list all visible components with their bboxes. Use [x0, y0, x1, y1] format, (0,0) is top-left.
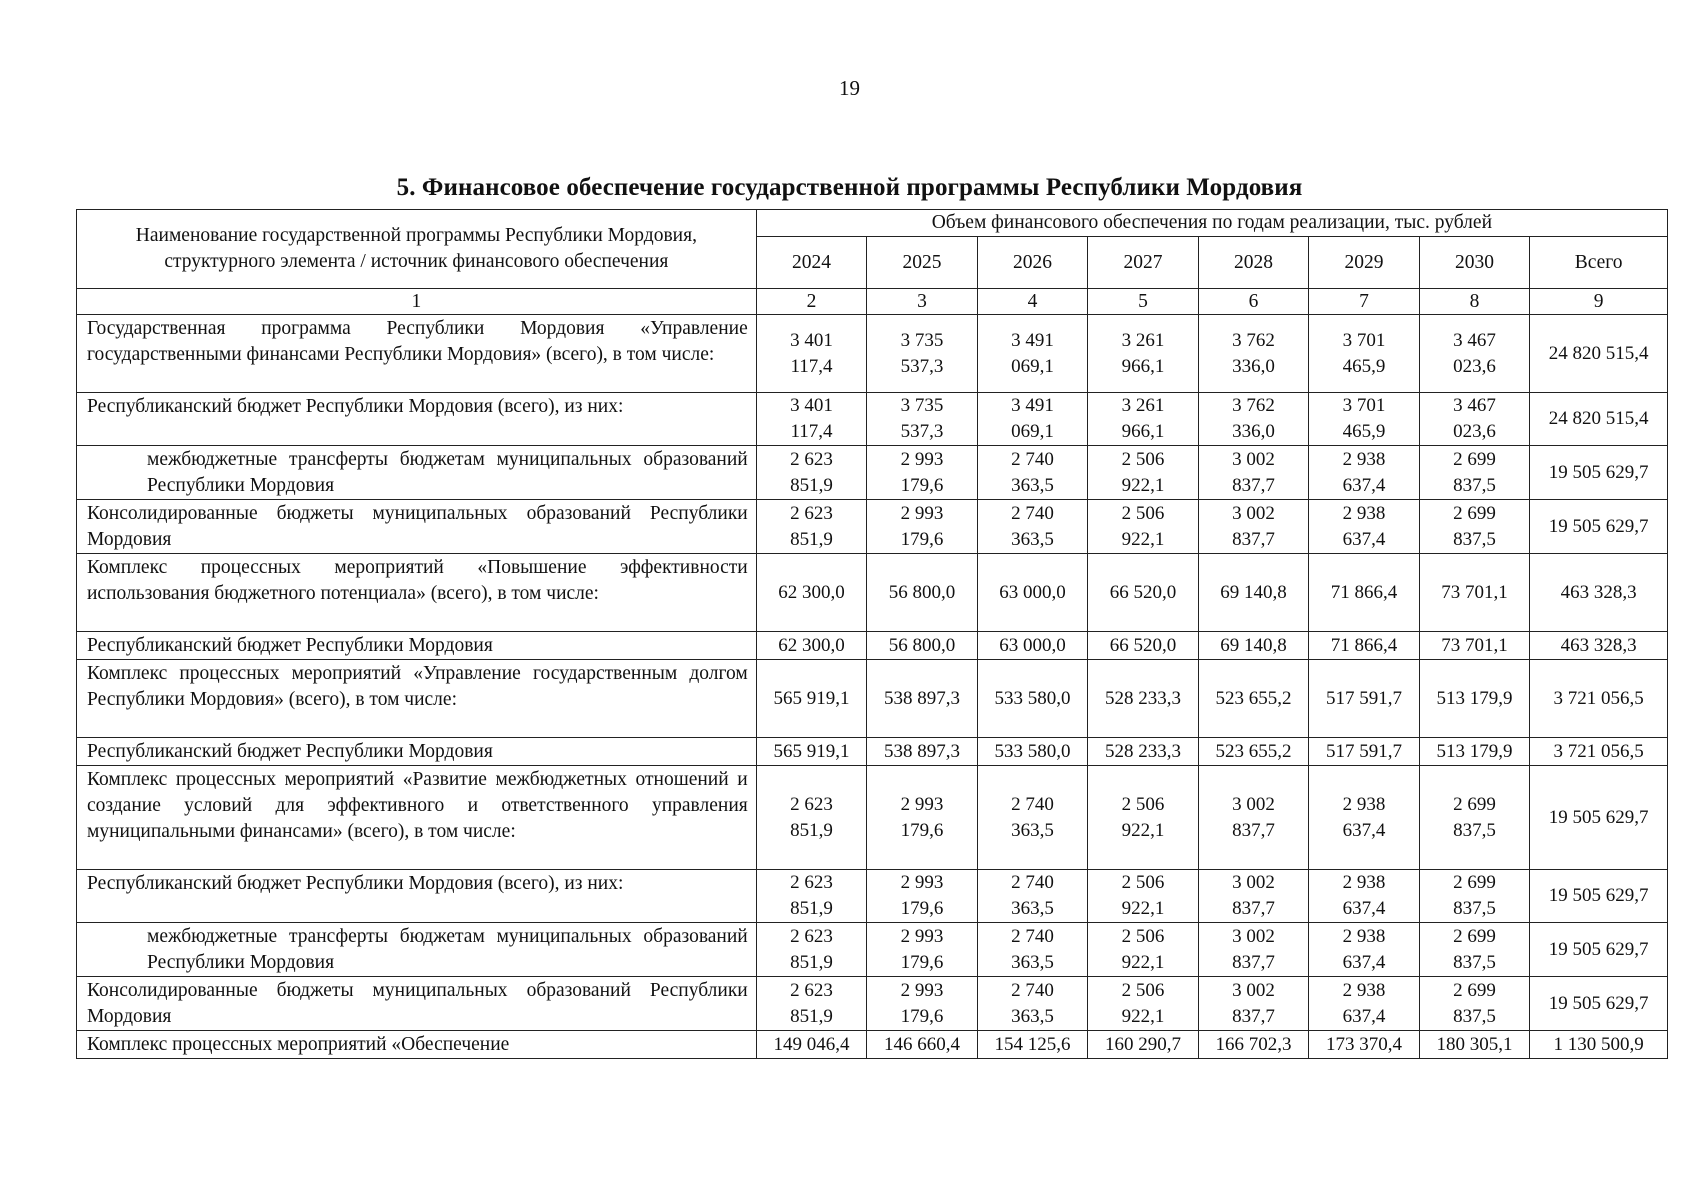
- column-number: 1: [77, 289, 757, 315]
- value-part: 2 938: [1342, 979, 1386, 1001]
- row-name: Республиканский бюджет Республики Мордовия: [77, 738, 757, 766]
- value-cell: [756, 393, 867, 446]
- value-part: 966,1: [1121, 421, 1165, 442]
- value-cell: [756, 766, 867, 870]
- value-part: 2 699: [1453, 872, 1496, 893]
- value-part: 922,1: [1121, 951, 1165, 973]
- value-part: 837,7: [1232, 528, 1275, 550]
- value-part: 3 735: [900, 329, 944, 351]
- column-number: 6: [1198, 289, 1309, 315]
- value-cell: [867, 738, 978, 766]
- value-part: 837,5: [1453, 819, 1496, 841]
- value-cell: [1309, 738, 1420, 766]
- value-part: 3 261: [1121, 395, 1165, 416]
- value-part: 66 520,0: [1109, 581, 1177, 603]
- value-part: 2 740: [1011, 925, 1054, 947]
- value-part: 3 002: [1232, 448, 1275, 470]
- value-cell: [1088, 632, 1199, 660]
- value-cell: [1198, 1031, 1309, 1059]
- value-part: 2 993: [900, 925, 944, 947]
- value-part: 837,5: [1453, 1005, 1496, 1027]
- value-part: 2 740: [1011, 793, 1054, 815]
- column-number: 8: [1419, 289, 1530, 315]
- value-part: 179,6: [900, 819, 944, 841]
- value-cell: [756, 870, 867, 923]
- value-part: 2 506: [1121, 872, 1165, 893]
- value-cell: [756, 660, 867, 738]
- row-name: Государственная программа Республики Мордовия «Управление государственными финансами Республики Мордовия» (всего), в том числе:: [77, 315, 757, 393]
- value-cell: [1419, 738, 1530, 766]
- value-part: 363,5: [1011, 1005, 1054, 1027]
- value-cell: [977, 1031, 1088, 1059]
- value-part: 837,5: [1453, 898, 1496, 919]
- value-part: 363,5: [1011, 819, 1054, 841]
- value-part: 2 506: [1121, 979, 1165, 1001]
- value-part: 2 623: [790, 793, 833, 815]
- value-part: 2 623: [790, 872, 833, 893]
- value-part: 528 233,3: [1104, 740, 1181, 762]
- financing-table: [76, 209, 1668, 1059]
- value-part: 2 938: [1342, 448, 1386, 470]
- value-part: 537,3: [900, 421, 944, 442]
- value-part: 023,6: [1453, 355, 1496, 377]
- value-part: 517 591,7: [1325, 687, 1402, 709]
- table-row: [77, 632, 1668, 660]
- total-cell: 3 721 056,5: [1530, 738, 1668, 766]
- value-part: 2 938: [1342, 793, 1386, 815]
- value-part: 2 623: [790, 925, 833, 947]
- row-name: Республиканский бюджет Республики Мордовия (всего), из них:: [77, 393, 757, 446]
- value-part: 154 125,6: [994, 1033, 1071, 1055]
- total-cell: 3 721 056,5: [1530, 660, 1668, 738]
- value-cell: [1088, 446, 1199, 500]
- value-part: 3 261: [1121, 329, 1165, 351]
- value-cell: [1419, 1031, 1530, 1059]
- value-part: 2 699: [1453, 979, 1496, 1001]
- value-part: 851,9: [790, 898, 833, 919]
- value-part: 3 002: [1232, 872, 1275, 893]
- header-year: 2029: [1309, 237, 1420, 289]
- value-part: 023,6: [1453, 421, 1496, 442]
- value-part: 637,4: [1342, 819, 1386, 841]
- value-cell: [756, 446, 867, 500]
- value-part: 2 740: [1011, 502, 1054, 524]
- column-number: 7: [1309, 289, 1420, 315]
- column-number: 2: [756, 289, 867, 315]
- value-part: 637,4: [1342, 474, 1386, 496]
- value-part: 851,9: [790, 474, 833, 496]
- value-part: 3 401: [790, 329, 833, 351]
- value-cell: [867, 977, 978, 1031]
- value-part: 117,4: [790, 421, 833, 442]
- value-part: 922,1: [1121, 819, 1165, 841]
- value-part: 2 506: [1121, 448, 1165, 470]
- value-cell: [1309, 660, 1420, 738]
- value-cell: [977, 766, 1088, 870]
- value-part: 2 623: [790, 448, 833, 470]
- value-part: 73 701,1: [1441, 634, 1508, 656]
- value-cell: [1419, 554, 1530, 632]
- value-cell: [977, 738, 1088, 766]
- header-year: 2030: [1419, 237, 1530, 289]
- table-row: [77, 766, 1668, 870]
- value-part: 179,6: [900, 1005, 944, 1027]
- value-part: 363,5: [1011, 474, 1054, 496]
- value-part: 922,1: [1121, 528, 1165, 550]
- value-cell: [1309, 393, 1420, 446]
- value-cell: [1309, 446, 1420, 500]
- column-number: 9: [1530, 289, 1668, 315]
- value-part: 179,6: [900, 528, 944, 550]
- value-part: 533 580,0: [994, 687, 1071, 709]
- table-row: [77, 393, 1668, 446]
- value-part: 465,9: [1342, 421, 1386, 442]
- value-part: 3 002: [1232, 925, 1275, 947]
- value-cell: [1088, 766, 1199, 870]
- value-part: 2 993: [900, 448, 944, 470]
- table-row: [77, 500, 1668, 554]
- value-part: 62 300,0: [778, 634, 845, 656]
- value-cell: [977, 446, 1088, 500]
- value-cell: [867, 554, 978, 632]
- total-cell: 24 820 515,4: [1530, 315, 1668, 393]
- column-number: 4: [977, 289, 1088, 315]
- value-part: 465,9: [1342, 355, 1386, 377]
- value-cell: [1198, 738, 1309, 766]
- value-part: 3 002: [1232, 502, 1275, 524]
- value-part: 2 993: [900, 979, 944, 1001]
- total-cell: 1 130 500,9: [1530, 1031, 1668, 1059]
- value-cell: [867, 870, 978, 923]
- value-cell: [867, 393, 978, 446]
- value-part: 2 699: [1453, 793, 1496, 815]
- value-cell: [1198, 870, 1309, 923]
- value-cell: [1198, 923, 1309, 977]
- header-year: 2025: [867, 237, 978, 289]
- value-part: 513 179,9: [1436, 740, 1513, 762]
- total-cell: 19 505 629,7: [1530, 923, 1668, 977]
- value-part: 922,1: [1121, 474, 1165, 496]
- value-cell: [1088, 554, 1199, 632]
- value-cell: [867, 500, 978, 554]
- value-cell: [1088, 923, 1199, 977]
- value-cell: [1309, 500, 1420, 554]
- value-part: 336,0: [1232, 421, 1275, 442]
- value-cell: [977, 554, 1088, 632]
- value-cell: [1419, 660, 1530, 738]
- header-year: 2026: [977, 237, 1088, 289]
- value-part: 523 655,2: [1215, 687, 1292, 709]
- value-cell: [756, 977, 867, 1031]
- value-part: 179,6: [900, 898, 944, 919]
- table-row: [77, 446, 1668, 500]
- total-cell: 463 328,3: [1530, 632, 1668, 660]
- value-part: 837,7: [1232, 951, 1275, 973]
- value-part: 2 623: [790, 502, 833, 524]
- value-part: 3 491: [1011, 395, 1054, 416]
- value-part: 851,9: [790, 528, 833, 550]
- value-part: 63 000,0: [999, 634, 1066, 656]
- value-part: 851,9: [790, 951, 833, 973]
- value-part: 117,4: [790, 355, 833, 377]
- value-cell: [867, 446, 978, 500]
- value-part: 837,7: [1232, 474, 1275, 496]
- value-cell: [756, 500, 867, 554]
- value-cell: [756, 632, 867, 660]
- header-name-column: Наименование государственной программы Республики Мордовия, структурного элемента / источник финансового обеспечения: [77, 210, 757, 289]
- value-cell: [756, 1031, 867, 1059]
- header-year: 2024: [756, 237, 867, 289]
- value-cell: [977, 870, 1088, 923]
- value-cell: [977, 393, 1088, 446]
- row-name: межбюджетные трансферты бюджетам муниципальных образований Республики Мордовия: [77, 446, 757, 500]
- table-row: [77, 977, 1668, 1031]
- value-part: 3 701: [1342, 329, 1386, 351]
- total-cell: 19 505 629,7: [1530, 500, 1668, 554]
- total-cell: 19 505 629,7: [1530, 766, 1668, 870]
- value-part: 363,5: [1011, 951, 1054, 973]
- value-cell: [1309, 923, 1420, 977]
- value-cell: [1088, 977, 1199, 1031]
- value-cell: [1198, 500, 1309, 554]
- value-part: 71 866,4: [1330, 634, 1398, 656]
- row-name: межбюджетные трансферты бюджетам муниципальных образований Республики Мордовия: [77, 923, 757, 977]
- value-part: 533 580,0: [994, 740, 1071, 762]
- row-name: Комплекс процессных мероприятий «Повышение эффективности использования бюджетного потенциала» (всего), в том числе:: [77, 554, 757, 632]
- table-row: [77, 870, 1668, 923]
- value-part: 160 290,7: [1104, 1033, 1181, 1055]
- value-part: 565 919,1: [773, 740, 850, 762]
- value-part: 069,1: [1011, 355, 1054, 377]
- value-cell: [1198, 977, 1309, 1031]
- value-part: 637,4: [1342, 528, 1386, 550]
- column-number: 5: [1088, 289, 1199, 315]
- total-cell: 19 505 629,7: [1530, 446, 1668, 500]
- value-cell: [1419, 500, 1530, 554]
- row-name: Республиканский бюджет Республики Мордовия (всего), из них:: [77, 870, 757, 923]
- value-part: 73 701,1: [1441, 581, 1508, 603]
- value-part: 56 800,0: [888, 581, 956, 603]
- page-number: 19: [839, 76, 860, 100]
- value-cell: [1198, 554, 1309, 632]
- row-name: Комплекс процессных мероприятий «Развитие межбюджетных отношений и создание условий для эффективного и ответственного управления муниципальными финансами» (всего), в том числе:: [77, 766, 757, 870]
- table-row: [77, 554, 1668, 632]
- value-cell: [1309, 870, 1420, 923]
- total-cell: 19 505 629,7: [1530, 870, 1668, 923]
- value-part: 069,1: [1011, 421, 1054, 442]
- value-cell: [1088, 315, 1199, 393]
- value-part: 71 866,4: [1330, 581, 1398, 603]
- value-part: 538 897,3: [883, 740, 960, 762]
- value-cell: [756, 554, 867, 632]
- value-cell: [1419, 977, 1530, 1031]
- value-part: 537,3: [900, 355, 944, 377]
- value-cell: [1309, 1031, 1420, 1059]
- row-name: Консолидированные бюджеты муниципальных образований Республики Мордовия: [77, 500, 757, 554]
- value-cell: [867, 632, 978, 660]
- value-part: 538 897,3: [883, 687, 960, 709]
- value-part: 62 300,0: [778, 581, 845, 603]
- value-cell: [1088, 660, 1199, 738]
- value-part: 565 919,1: [773, 687, 850, 709]
- value-cell: [1088, 1031, 1199, 1059]
- value-cell: [1088, 870, 1199, 923]
- value-part: 69 140,8: [1220, 634, 1287, 656]
- value-part: 2 740: [1011, 979, 1054, 1001]
- value-part: 2 699: [1453, 502, 1496, 524]
- value-part: 637,4: [1342, 951, 1386, 973]
- value-part: 2 993: [900, 502, 944, 524]
- table-row: [77, 315, 1668, 393]
- value-part: 837,5: [1453, 528, 1496, 550]
- value-cell: [1198, 766, 1309, 870]
- value-cell: [977, 632, 1088, 660]
- value-part: 2 740: [1011, 872, 1054, 893]
- value-part: 363,5: [1011, 528, 1054, 550]
- value-part: 2 506: [1121, 502, 1165, 524]
- value-part: 180 305,1: [1436, 1033, 1513, 1055]
- table-row: [77, 1031, 1668, 1059]
- value-cell: [1198, 393, 1309, 446]
- value-part: 363,5: [1011, 898, 1054, 919]
- row-name: Комплекс процессных мероприятий «Обеспечение: [77, 1031, 757, 1059]
- value-cell: [1198, 315, 1309, 393]
- value-part: 922,1: [1121, 1005, 1165, 1027]
- value-part: 513 179,9: [1436, 687, 1513, 709]
- value-part: 3 401: [790, 395, 833, 416]
- value-cell: [1419, 923, 1530, 977]
- value-cell: [1088, 393, 1199, 446]
- value-part: 837,7: [1232, 819, 1275, 841]
- value-part: 637,4: [1342, 898, 1386, 919]
- value-part: 149 046,4: [773, 1033, 850, 1055]
- value-part: 528 233,3: [1104, 687, 1181, 709]
- value-part: 2 740: [1011, 448, 1054, 470]
- value-part: 166 702,3: [1215, 1033, 1292, 1055]
- value-part: 173 370,4: [1325, 1033, 1402, 1055]
- value-cell: [977, 923, 1088, 977]
- total-cell: 463 328,3: [1530, 554, 1668, 632]
- value-part: 517 591,7: [1325, 740, 1402, 762]
- value-part: 837,7: [1232, 898, 1275, 919]
- value-cell: [1419, 446, 1530, 500]
- value-part: 2 938: [1342, 502, 1386, 524]
- value-part: 3 491: [1011, 329, 1054, 351]
- value-part: 2 699: [1453, 925, 1496, 947]
- column-number: 3: [867, 289, 978, 315]
- value-part: 3 762: [1232, 329, 1275, 351]
- value-part: 179,6: [900, 951, 944, 973]
- row-name: Консолидированные бюджеты муниципальных образований Республики Мордовия: [77, 977, 757, 1031]
- total-cell: 19 505 629,7: [1530, 977, 1668, 1031]
- value-cell: [977, 977, 1088, 1031]
- value-cell: [867, 766, 978, 870]
- value-cell: [1419, 393, 1530, 446]
- value-part: 2 938: [1342, 872, 1386, 893]
- value-cell: [1309, 632, 1420, 660]
- total-cell: 24 820 515,4: [1530, 393, 1668, 446]
- value-cell: [977, 500, 1088, 554]
- value-cell: [756, 315, 867, 393]
- value-part: 3 735: [900, 395, 944, 416]
- value-part: 922,1: [1121, 898, 1165, 919]
- value-part: 3 467: [1453, 329, 1496, 351]
- row-name: Республиканский бюджет Республики Мордовия: [77, 632, 757, 660]
- value-cell: [1309, 315, 1420, 393]
- value-part: 2 938: [1342, 925, 1386, 947]
- value-cell: [1419, 766, 1530, 870]
- value-part: 3 002: [1232, 979, 1275, 1001]
- value-part: 2 699: [1453, 448, 1496, 470]
- value-part: 146 660,4: [883, 1033, 960, 1055]
- value-part: 63 000,0: [999, 581, 1066, 603]
- value-part: 3 467: [1453, 395, 1496, 416]
- value-part: 69 140,8: [1220, 581, 1287, 603]
- header-year: 2027: [1088, 237, 1199, 289]
- value-part: 179,6: [900, 474, 944, 496]
- value-part: 837,7: [1232, 1005, 1275, 1027]
- header-volume-caption: Объем финансового обеспечения по годам реализации, тыс. рублей: [756, 210, 1667, 237]
- value-cell: [1309, 554, 1420, 632]
- value-cell: [867, 315, 978, 393]
- value-part: 66 520,0: [1109, 634, 1177, 656]
- value-cell: [867, 923, 978, 977]
- value-cell: [977, 660, 1088, 738]
- value-part: 2 506: [1121, 925, 1165, 947]
- value-cell: [1419, 870, 1530, 923]
- value-part: 523 655,2: [1215, 740, 1292, 762]
- table-row: [77, 660, 1668, 738]
- value-cell: [1419, 315, 1530, 393]
- value-cell: [756, 923, 867, 977]
- value-part: 2 993: [900, 793, 944, 815]
- value-part: 56 800,0: [888, 634, 956, 656]
- value-part: 336,0: [1232, 355, 1275, 377]
- value-cell: [1198, 660, 1309, 738]
- header-year: 2028: [1198, 237, 1309, 289]
- value-cell: [867, 1031, 978, 1059]
- value-cell: [1419, 632, 1530, 660]
- value-cell: [1198, 632, 1309, 660]
- row-name: Комплекс процессных мероприятий «Управление государственным долгом Республики Мордовия» (всего), в том числе:: [77, 660, 757, 738]
- value-part: 3 701: [1342, 395, 1386, 416]
- value-part: 637,4: [1342, 1005, 1386, 1027]
- value-part: 2 993: [900, 872, 944, 893]
- value-part: 3 002: [1232, 793, 1275, 815]
- value-part: 3 762: [1232, 395, 1275, 416]
- value-part: 851,9: [790, 1005, 833, 1027]
- value-cell: [756, 738, 867, 766]
- document-title: 5. Финансовое обеспечение государственной программы Республики Мордовия: [396, 174, 1303, 201]
- value-cell: [1198, 446, 1309, 500]
- table-row: [77, 738, 1668, 766]
- value-part: 837,5: [1453, 474, 1496, 496]
- value-cell: [867, 660, 978, 738]
- value-part: 837,5: [1453, 951, 1496, 973]
- value-part: 2 506: [1121, 793, 1165, 815]
- value-part: 851,9: [790, 819, 833, 841]
- value-cell: [1309, 977, 1420, 1031]
- value-cell: [1088, 738, 1199, 766]
- header-total: Всего: [1530, 237, 1668, 289]
- value-cell: [977, 315, 1088, 393]
- value-part: 2 623: [790, 979, 833, 1001]
- table-row: [77, 923, 1668, 977]
- value-cell: [1309, 766, 1420, 870]
- value-part: 966,1: [1121, 355, 1165, 377]
- value-cell: [1088, 500, 1199, 554]
